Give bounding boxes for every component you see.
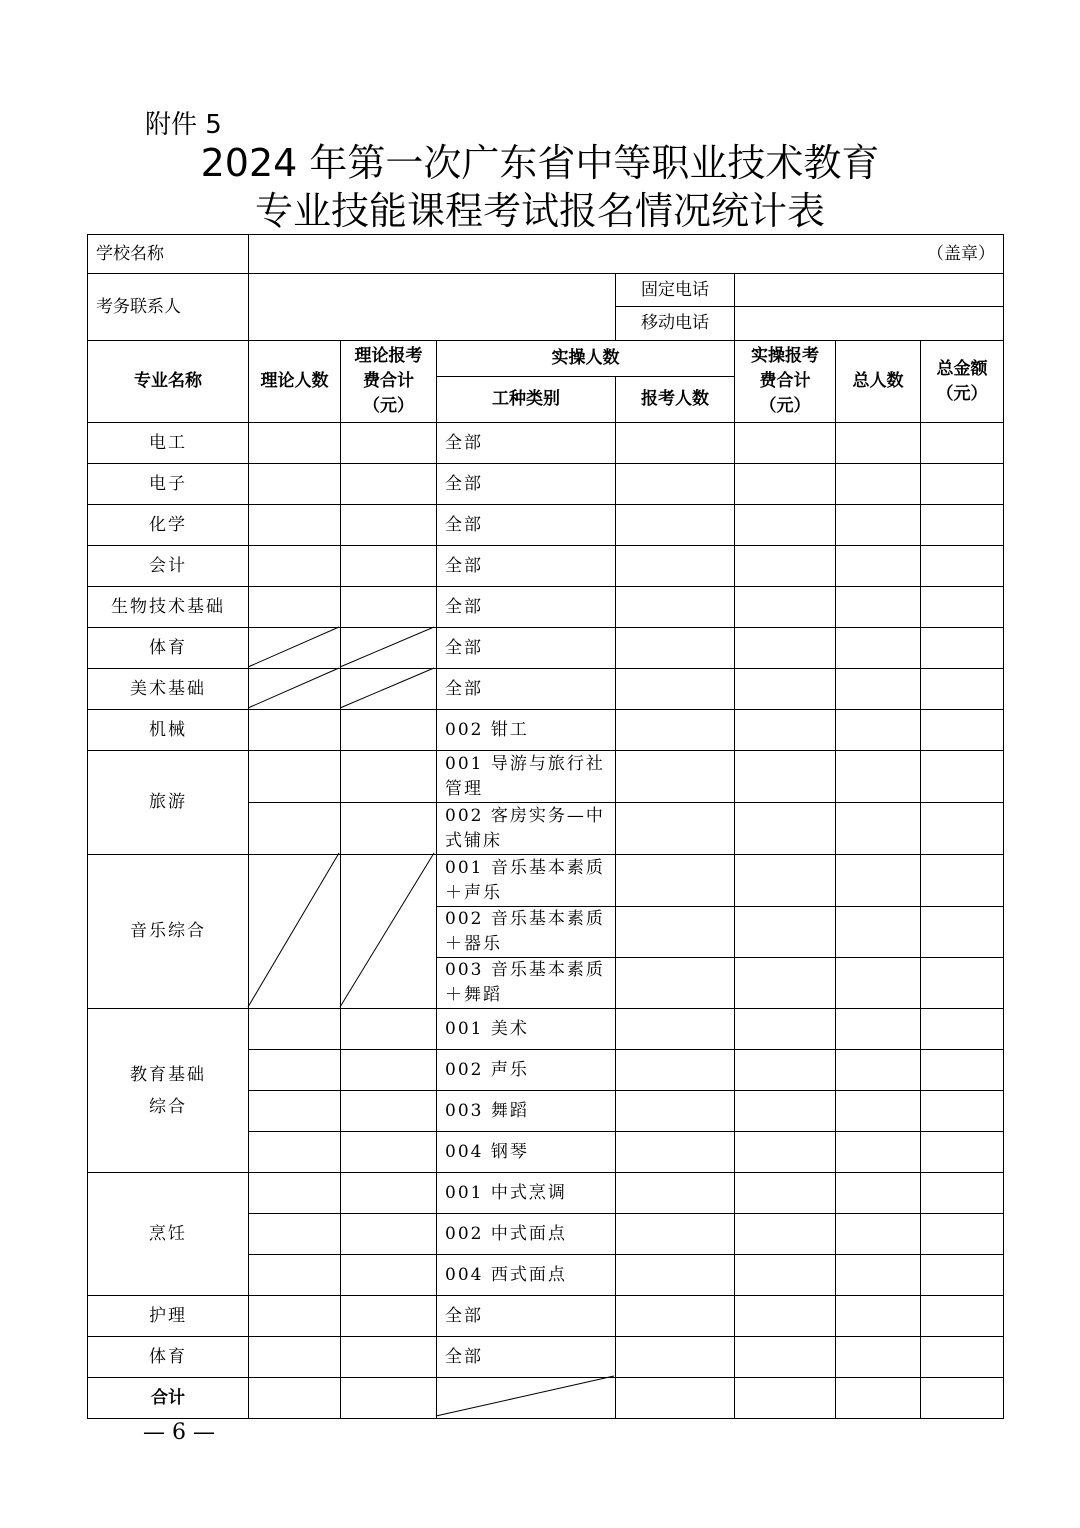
- job-type-cell: 全部: [437, 423, 616, 464]
- total-people-cell[interactable]: [836, 855, 921, 907]
- seal-label: （盖章）: [927, 243, 996, 264]
- job-type-cell: 001 中式烹调: [437, 1173, 616, 1214]
- practical-count-cell[interactable]: [616, 1050, 735, 1091]
- total-people-cell[interactable]: [836, 710, 921, 751]
- table-row: [88, 546, 1004, 587]
- practical-count-cell[interactable]: [616, 1132, 735, 1173]
- practical-fee-cell[interactable]: [735, 1009, 836, 1050]
- total-people-total[interactable]: [836, 1378, 921, 1419]
- practical-fee-cell[interactable]: [735, 464, 836, 505]
- practical-fee-cell[interactable]: [735, 587, 836, 628]
- total-people-cell[interactable]: [836, 1255, 921, 1296]
- total-amount-cell[interactable]: [921, 958, 1004, 1009]
- theory-fee-cell[interactable]: [341, 1296, 437, 1337]
- theory-count-cell[interactable]: [249, 1009, 341, 1050]
- total-amount-cell[interactable]: [921, 1050, 1004, 1091]
- theory-fee-cell[interactable]: [341, 1255, 437, 1296]
- job-type-cell: 全部: [437, 546, 616, 587]
- theory-fee-cell[interactable]: [341, 710, 437, 751]
- practical-fee-cell[interactable]: [735, 1337, 836, 1378]
- job-type-cell: 002 音乐基本素质＋器乐: [437, 907, 616, 958]
- practical-fee-cell[interactable]: [735, 710, 836, 751]
- contact-person-field[interactable]: [249, 274, 616, 341]
- practical-count-total[interactable]: [616, 1378, 735, 1419]
- table-row: [88, 423, 1004, 464]
- major-name: 教育基础综合: [88, 1009, 249, 1173]
- theory-fee-cell[interactable]: [341, 587, 437, 628]
- practical-count-cell[interactable]: [616, 546, 735, 587]
- total-amount-cell[interactable]: [921, 505, 1004, 546]
- table-row: [88, 1337, 1004, 1378]
- total-amount-cell[interactable]: [921, 1337, 1004, 1378]
- theory-count-cell[interactable]: [249, 803, 341, 855]
- practical-count-cell[interactable]: [616, 1255, 735, 1296]
- total-row: [88, 1378, 1004, 1419]
- page-number: — 6 —: [143, 1420, 215, 1445]
- major-name: 体育: [88, 628, 249, 669]
- job-type-cell: 003 音乐基本素质＋舞蹈: [437, 958, 616, 1009]
- total-people-cell[interactable]: [836, 751, 921, 803]
- header-major: 专业名称: [88, 341, 249, 423]
- total-people-cell[interactable]: [836, 423, 921, 464]
- job-type-cell: 全部: [437, 505, 616, 546]
- theory-count-cell[interactable]: [249, 1255, 341, 1296]
- total-amount-cell[interactable]: [921, 1091, 1004, 1132]
- practical-count-cell[interactable]: [616, 958, 735, 1009]
- major-name: 生物技术基础: [88, 587, 249, 628]
- major-name: 护理: [88, 1296, 249, 1337]
- theory-count-cell-disabled: [249, 855, 341, 1009]
- theory-fee-cell[interactable]: [341, 546, 437, 587]
- major-name: 音乐综合: [88, 855, 249, 1009]
- theory-count-cell[interactable]: [249, 1337, 341, 1378]
- practical-fee-cell[interactable]: [735, 1214, 836, 1255]
- total-amount-cell[interactable]: [921, 464, 1004, 505]
- job-type-cell: 001 导游与旅行社管理: [437, 751, 616, 803]
- header-practical-fee: 实操报考费合计（元）: [735, 341, 836, 423]
- total-people-cell[interactable]: [836, 1132, 921, 1173]
- theory-count-cell[interactable]: [249, 464, 341, 505]
- major-name: 化学: [88, 505, 249, 546]
- practical-fee-cell[interactable]: [735, 1173, 836, 1214]
- total-people-cell[interactable]: [836, 1009, 921, 1050]
- practical-count-cell[interactable]: [616, 907, 735, 958]
- total-amount-cell[interactable]: [921, 803, 1004, 855]
- practical-fee-cell[interactable]: [735, 1296, 836, 1337]
- practical-fee-cell[interactable]: [735, 907, 836, 958]
- practical-fee-cell[interactable]: [735, 628, 836, 669]
- practical-count-cell[interactable]: [616, 628, 735, 669]
- theory-count-cell[interactable]: [249, 1050, 341, 1091]
- practical-fee-cell[interactable]: [735, 505, 836, 546]
- job-type-cell: 002 客房实务—中式铺床: [437, 803, 616, 855]
- practical-count-cell[interactable]: [616, 464, 735, 505]
- total-people-cell[interactable]: [836, 669, 921, 710]
- total-amount-cell[interactable]: [921, 907, 1004, 958]
- theory-count-cell[interactable]: [249, 1091, 341, 1132]
- job-type-cell: 全部: [437, 1337, 616, 1378]
- practical-fee-cell[interactable]: [735, 1091, 836, 1132]
- theory-count-cell[interactable]: [249, 1132, 341, 1173]
- total-people-cell[interactable]: [836, 546, 921, 587]
- theory-count-cell[interactable]: [249, 587, 341, 628]
- theory-fee-cell[interactable]: [341, 1050, 437, 1091]
- header-total-amount: 总金额（元）: [921, 341, 1004, 423]
- total-amount-cell[interactable]: [921, 710, 1004, 751]
- table-row: [88, 710, 1004, 751]
- theory-fee-cell[interactable]: [341, 1214, 437, 1255]
- school-name-field[interactable]: [249, 235, 1004, 274]
- practical-count-cell[interactable]: [616, 855, 735, 907]
- job-type-cell: 全部: [437, 1296, 616, 1337]
- total-amount-total[interactable]: [921, 1378, 1004, 1419]
- theory-fee-cell[interactable]: [341, 464, 437, 505]
- practical-fee-cell[interactable]: [735, 855, 836, 907]
- header-theory-fee: 理论报考费合计（元）: [341, 341, 437, 423]
- total-label: 合计: [88, 1378, 249, 1419]
- practical-count-cell[interactable]: [616, 423, 735, 464]
- theory-count-cell[interactable]: [249, 1173, 341, 1214]
- total-people-cell[interactable]: [836, 587, 921, 628]
- total-amount-cell[interactable]: [921, 1132, 1004, 1173]
- major-name: 电子: [88, 464, 249, 505]
- total-amount-cell[interactable]: [921, 546, 1004, 587]
- school-name-label: 学校名称: [88, 235, 249, 274]
- practical-count-cell[interactable]: [616, 1214, 735, 1255]
- major-name: 机械: [88, 710, 249, 751]
- attachment-label: 附件 5: [145, 110, 222, 140]
- job-type-cell: 003 舞蹈: [437, 1091, 616, 1132]
- practical-fee-cell[interactable]: [735, 1132, 836, 1173]
- job-type-cell: 全部: [437, 587, 616, 628]
- theory-count-cell[interactable]: [249, 710, 341, 751]
- table-row: [88, 1296, 1004, 1337]
- table-row: [88, 669, 1004, 710]
- job-type-cell: 001 音乐基本素质＋声乐: [437, 855, 616, 907]
- total-people-cell[interactable]: [836, 1091, 921, 1132]
- theory-count-cell[interactable]: [249, 1296, 341, 1337]
- job-type-cell: 002 声乐: [437, 1050, 616, 1091]
- practical-count-cell[interactable]: [616, 1091, 735, 1132]
- header-practical-count: 报考人数: [616, 377, 735, 423]
- theory-count-cell[interactable]: [249, 505, 341, 546]
- total-people-cell[interactable]: [836, 803, 921, 855]
- total-people-cell[interactable]: [836, 1173, 921, 1214]
- job-type-cell: 002 钳工: [437, 710, 616, 751]
- major-name: 电工: [88, 423, 249, 464]
- registration-statistics-table: [87, 234, 1004, 1419]
- total-people-cell[interactable]: [836, 464, 921, 505]
- header-job-type: 工种类别: [437, 377, 616, 423]
- header-practical: 实操人数: [437, 341, 735, 377]
- job-type-cell: 002 中式面点: [437, 1214, 616, 1255]
- form-title-line-2: 专业技能课程考试报名情况统计表: [254, 189, 825, 233]
- form-title-line-1: 2024 年第一次广东省中等职业技术教育: [200, 141, 880, 185]
- theory-count-cell-disabled: [249, 669, 341, 710]
- total-people-cell[interactable]: [836, 1337, 921, 1378]
- job-type-cell: 004 钢琴: [437, 1132, 616, 1173]
- practical-count-cell[interactable]: [616, 710, 735, 751]
- job-type-cell: 全部: [437, 464, 616, 505]
- theory-count-cell-disabled: [249, 628, 341, 669]
- practical-fee-cell[interactable]: [735, 803, 836, 855]
- theory-fee-cell-disabled: [341, 628, 437, 669]
- total-people-cell[interactable]: [836, 907, 921, 958]
- mobile-field[interactable]: [735, 307, 1004, 341]
- total-amount-cell[interactable]: [921, 1296, 1004, 1337]
- job-type-cell: 001 美术: [437, 1009, 616, 1050]
- total-amount-cell[interactable]: [921, 855, 1004, 907]
- header-total-people: 总人数: [836, 341, 921, 423]
- job-type-cell: 全部: [437, 669, 616, 710]
- major-name: 旅游: [88, 751, 249, 855]
- practical-fee-cell[interactable]: [735, 546, 836, 587]
- theory-count-cell[interactable]: [249, 423, 341, 464]
- practical-count-cell[interactable]: [616, 1173, 735, 1214]
- theory-fee-cell[interactable]: [341, 1091, 437, 1132]
- practical-count-cell[interactable]: [616, 1009, 735, 1050]
- total-amount-cell[interactable]: [921, 751, 1004, 803]
- practical-fee-cell[interactable]: [735, 1255, 836, 1296]
- total-people-cell[interactable]: [836, 628, 921, 669]
- theory-fee-cell-disabled: [341, 669, 437, 710]
- total-amount-cell[interactable]: [921, 1255, 1004, 1296]
- practical-fee-cell[interactable]: [735, 1050, 836, 1091]
- practical-fee-total[interactable]: [735, 1378, 836, 1419]
- theory-fee-cell[interactable]: [341, 1009, 437, 1050]
- practical-count-cell[interactable]: [616, 803, 735, 855]
- total-amount-cell[interactable]: [921, 628, 1004, 669]
- table-row: [88, 505, 1004, 546]
- theory-fee-cell[interactable]: [341, 423, 437, 464]
- total-people-cell[interactable]: [836, 505, 921, 546]
- total-amount-cell[interactable]: [921, 423, 1004, 464]
- table-row: [88, 855, 1004, 907]
- total-amount-cell[interactable]: [921, 1009, 1004, 1050]
- job-type-cell: 全部: [437, 628, 616, 669]
- total-people-cell[interactable]: [836, 958, 921, 1009]
- practical-count-cell[interactable]: [616, 1337, 735, 1378]
- major-name: 会计: [88, 546, 249, 587]
- practical-count-cell[interactable]: [616, 751, 735, 803]
- major-name: 美术基础: [88, 669, 249, 710]
- theory-count-cell[interactable]: [249, 1214, 341, 1255]
- theory-fee-cell[interactable]: [341, 1337, 437, 1378]
- table-row: [88, 1173, 1004, 1214]
- practical-fee-cell[interactable]: [735, 669, 836, 710]
- theory-fee-cell-disabled: [341, 855, 437, 1009]
- practical-fee-cell[interactable]: [735, 751, 836, 803]
- theory-count-cell[interactable]: [249, 751, 341, 803]
- practical-count-cell[interactable]: [616, 1296, 735, 1337]
- theory-fee-total[interactable]: [341, 1378, 437, 1419]
- theory-fee-cell[interactable]: [341, 751, 437, 803]
- major-name: 烹饪: [88, 1173, 249, 1296]
- theory-count-cell[interactable]: [249, 546, 341, 587]
- total-people-cell[interactable]: [836, 1296, 921, 1337]
- theory-fee-cell[interactable]: [341, 1132, 437, 1173]
- major-name: 体育: [88, 1337, 249, 1378]
- table-row: [88, 628, 1004, 669]
- total-people-cell[interactable]: [836, 1050, 921, 1091]
- table-row: [88, 751, 1004, 803]
- mobile-label: 移动电话: [616, 307, 735, 341]
- job-type-cell: 004 西式面点: [437, 1255, 616, 1296]
- theory-count-total[interactable]: [249, 1378, 341, 1419]
- table-row: [88, 464, 1004, 505]
- header-theory-count: 理论人数: [249, 341, 341, 423]
- theory-fee-cell[interactable]: [341, 505, 437, 546]
- practical-count-cell[interactable]: [616, 587, 735, 628]
- practical-count-cell[interactable]: [616, 505, 735, 546]
- theory-fee-cell[interactable]: [341, 1173, 437, 1214]
- job-type-total-disabled: [437, 1378, 616, 1419]
- landline-label: 固定电话: [616, 274, 735, 307]
- total-amount-cell[interactable]: [921, 1173, 1004, 1214]
- practical-fee-cell[interactable]: [735, 423, 836, 464]
- theory-fee-cell[interactable]: [341, 803, 437, 855]
- landline-field[interactable]: [735, 274, 1004, 307]
- practical-fee-cell[interactable]: [735, 958, 836, 1009]
- contact-person-label: 考务联系人: [88, 274, 249, 341]
- practical-count-cell[interactable]: [616, 669, 735, 710]
- table-row: [88, 1009, 1004, 1050]
- total-people-cell[interactable]: [836, 1214, 921, 1255]
- total-amount-cell[interactable]: [921, 669, 1004, 710]
- table-row: [88, 587, 1004, 628]
- total-amount-cell[interactable]: [921, 1214, 1004, 1255]
- total-amount-cell[interactable]: [921, 587, 1004, 628]
